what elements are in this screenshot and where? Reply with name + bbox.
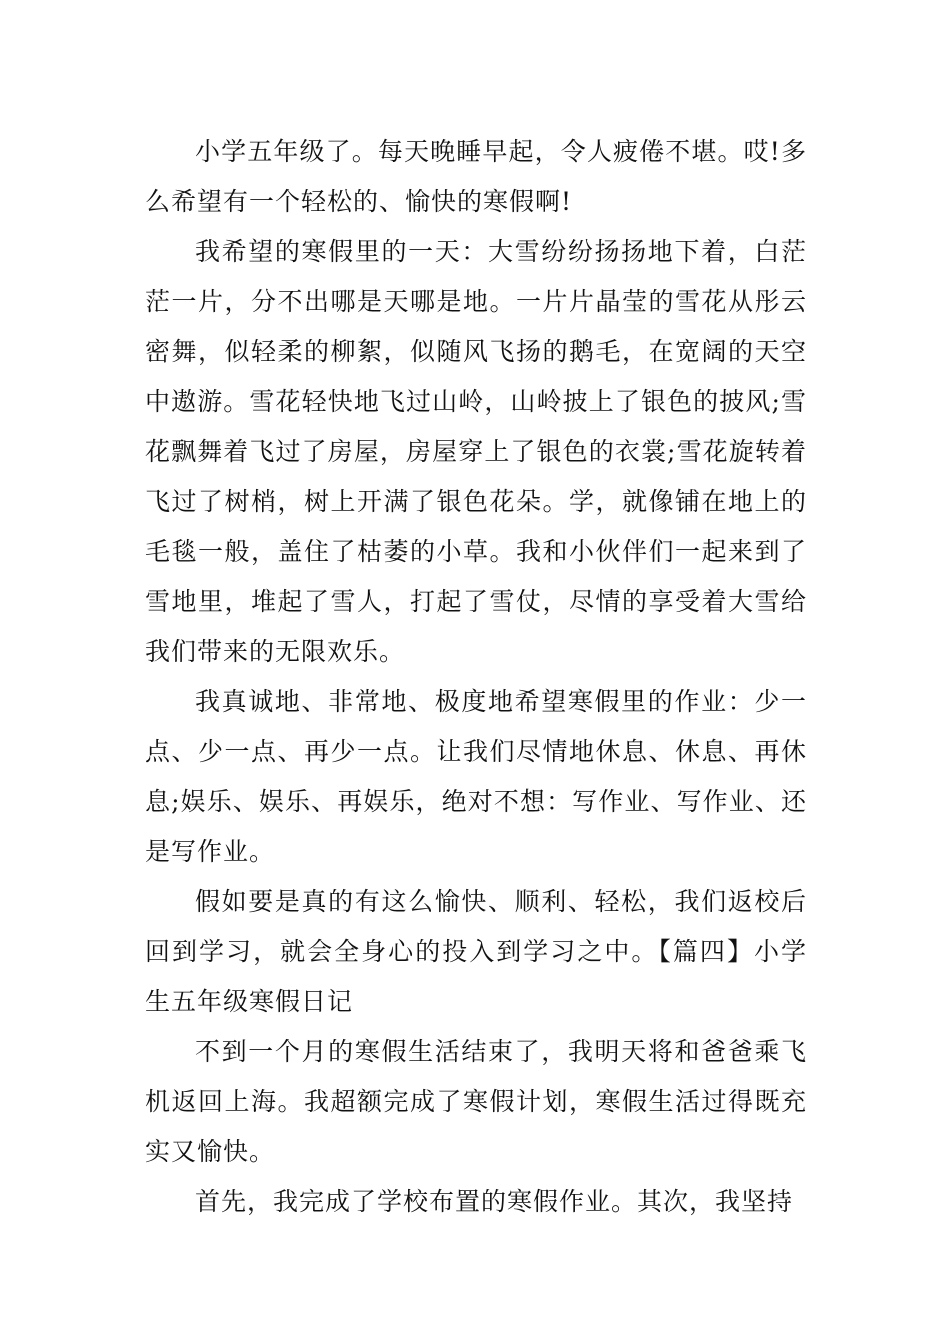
- paragraph-6: 首先，我完成了学校布置的寒假作业。其次，我坚持: [195, 1187, 794, 1216]
- paragraph-1: 小学五年级了。每天晚睡早起，令人疲倦不堪。哎!多么希望有一个轻松的、愉快的寒假啊!: [145, 137, 807, 216]
- document-body: [145, 127, 807, 1227]
- paragraph-4: 假如要是真的有这么愉快、顺利、轻松，我们返校后回到学习，就会全身心的投入到学习之中。【篇四】小学生五年级寒假日记: [145, 887, 807, 1016]
- paragraph-5: 不到一个月的寒假生活结束了，我明天将和爸爸乘飞机返回上海。我超额完成了寒假计划，寒假生活过得既充实又愉快。: [145, 1037, 807, 1166]
- paragraph-3: 我真诚地、非常地、极度地希望寒假里的作业：少一点、少一点、再少一点。让我们尽情地休息、休息、再休息;娱乐、娱乐、再娱乐，绝对不想：写作业、写作业、还是写作业。: [145, 687, 807, 866]
- paragraph-2: 我希望的寒假里的一天：大雪纷纷扬扬地下着，白茫茫一片，分不出哪是天哪是地。一片片晶莹的雪花从彤云密舞，似轻柔的柳絮，似随风飞扬的鹅毛，在宽阔的天空中遨游。雪花轻快地飞过山岭，山岭披上了银色的披风;雪花飘舞着飞过了房屋，房屋穿上了银色的衣裳;雪花旋转着飞过了树梢，树上开满了银色花朵。学，就像铺在地上的毛毯一般，盖住了枯萎的小草。我和小伙伴们一起来到了雪地里，堆起了雪人，打起了雪仗，尽情的享受着大雪给我们带来的无限欢乐。: [145, 237, 807, 666]
